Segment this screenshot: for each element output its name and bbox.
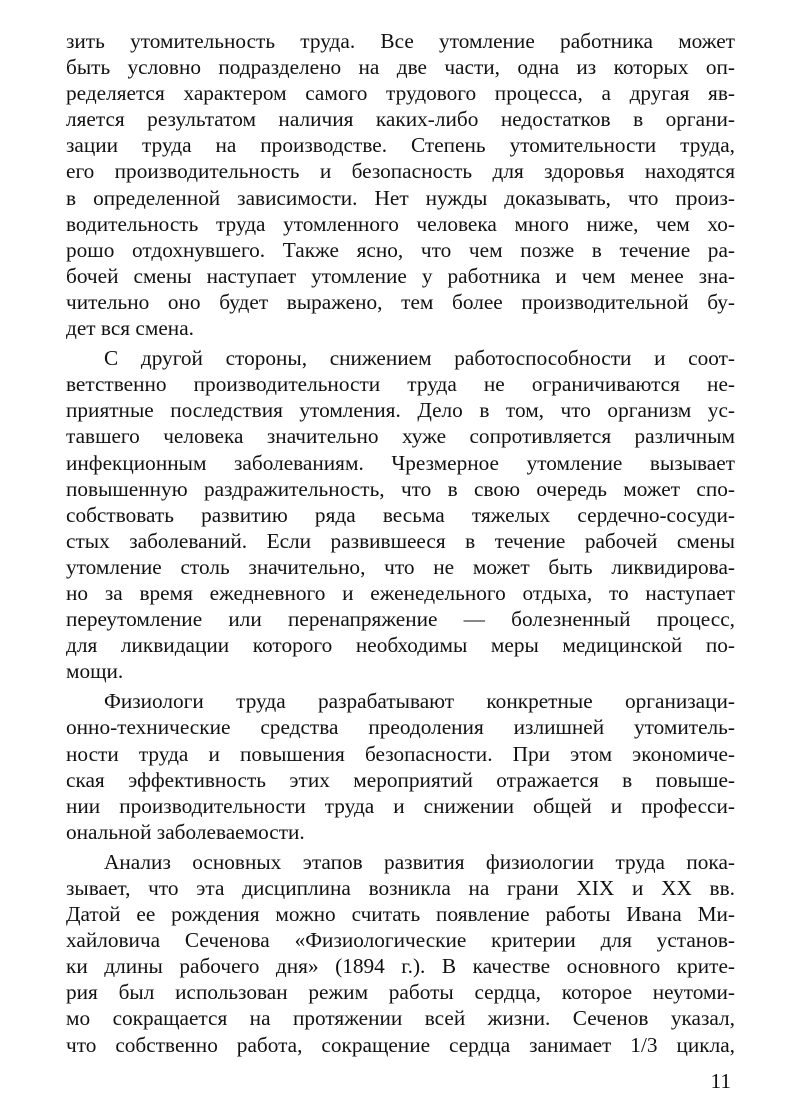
text-line: зывает, что эта дисциплина возникла на грани XIX и XX вв. — [66, 876, 735, 900]
text-line: ская эффективность этих мероприятий отражается в повыше- — [66, 767, 735, 792]
text-line: зации труда на производстве. Степень утомительности труда, — [66, 133, 735, 158]
text-line: онно-технические средства преодоления излишней утомитель- — [66, 715, 735, 740]
text-line: для ликвидации которого необходимы меры медицинской по- — [66, 633, 735, 658]
text-line: утомление столь значительно, что не может быть ликвидирова- — [66, 554, 735, 579]
text-line: инфекционным заболеваниям. Чрезмерное утомление вызывает — [66, 450, 735, 475]
text-line: нии производительности труда и снижении общей и професси- — [66, 793, 735, 818]
text-line: тавшего человека значительно хуже сопротивляется различным — [66, 424, 735, 449]
text-line: зить утомительность труда. Все утомление работника может — [66, 29, 735, 53]
text-line: его производительность и безопасность для здоровья находятся — [66, 159, 735, 184]
paragraph — [66, 688, 735, 845]
page-body — [66, 28, 735, 1058]
text-line: приятные последствия утомления. Дело в том, что организм ус- — [66, 398, 735, 423]
text-line: мо сокращается на протяжении всей жизни. Сеченов указал, — [66, 1006, 735, 1031]
text-line: С другой стороны, снижением работоспособности и соот- — [104, 346, 735, 371]
text-line: что собственно работа, сокращение сердца занимает 1/3 цикла, — [66, 1032, 735, 1057]
text-line: но за время ежедневного и еженедельного отдыха, то наступает — [66, 580, 735, 605]
text-line: ветственно производительности труда не ограничиваются не- — [66, 372, 735, 397]
text-line: Анализ основных этапов развития физиологии труда пока- — [104, 849, 735, 874]
text-line: быть условно подразделено на две части, одна из которых оп- — [66, 55, 735, 80]
paragraph — [66, 849, 735, 1058]
text-line: Физиологи труда разрабатывают конкретные организаци- — [104, 689, 735, 714]
text-line: хайловича Сеченова «Физиологические критерии для установ- — [66, 928, 735, 953]
paragraph — [66, 345, 735, 684]
text-line: стых заболеваний. Если развившееся в течение рабочей смены — [66, 528, 735, 553]
text-line: рия был использован режим работы сердца, которое неутоми- — [66, 980, 735, 1005]
text-line: водительность труда утомленного человека много ниже, чем хо- — [66, 211, 735, 236]
paragraph — [66, 28, 735, 341]
text-line: дет вся смена. — [66, 316, 194, 341]
text-line: в определенной зависимости. Нет нужды доказывать, что произ- — [66, 185, 735, 210]
text-line: бочей смены наступает утомление у работника и чем менее зна- — [66, 263, 735, 288]
text-line: Датой ее рождения можно считать появление работы Ивана Ми- — [66, 902, 735, 927]
text-line: ределяется характером самого трудового процесса, а другая яв- — [66, 81, 735, 106]
text-line: рошо отдохнувшего. Также ясно, что чем позже в течение ра- — [66, 237, 735, 262]
text-line: ки длины рабочего дня» (1894 г.). В качестве основного крите- — [66, 954, 735, 979]
text-line: чительно оно будет выражено, тем более производительной бу- — [66, 289, 735, 314]
text-line: переутомление или перенапряжение — болезненный процесс, — [66, 607, 735, 632]
text-line: ности труда и повышения безопасности. При этом экономиче- — [66, 741, 735, 766]
text-line: ональной заболеваемости. — [66, 819, 305, 844]
text-line: мощи. — [66, 659, 124, 684]
text-line: собствовать развитию ряда весьма тяжелых сердечно-сосуди- — [66, 502, 735, 527]
text-line: ляется результатом наличия каких-либо недостатков в органи- — [66, 107, 735, 132]
text-line: повышенную раздражительность, что в свою очередь может спо- — [66, 476, 735, 501]
page-number: 11 — [710, 1069, 731, 1093]
